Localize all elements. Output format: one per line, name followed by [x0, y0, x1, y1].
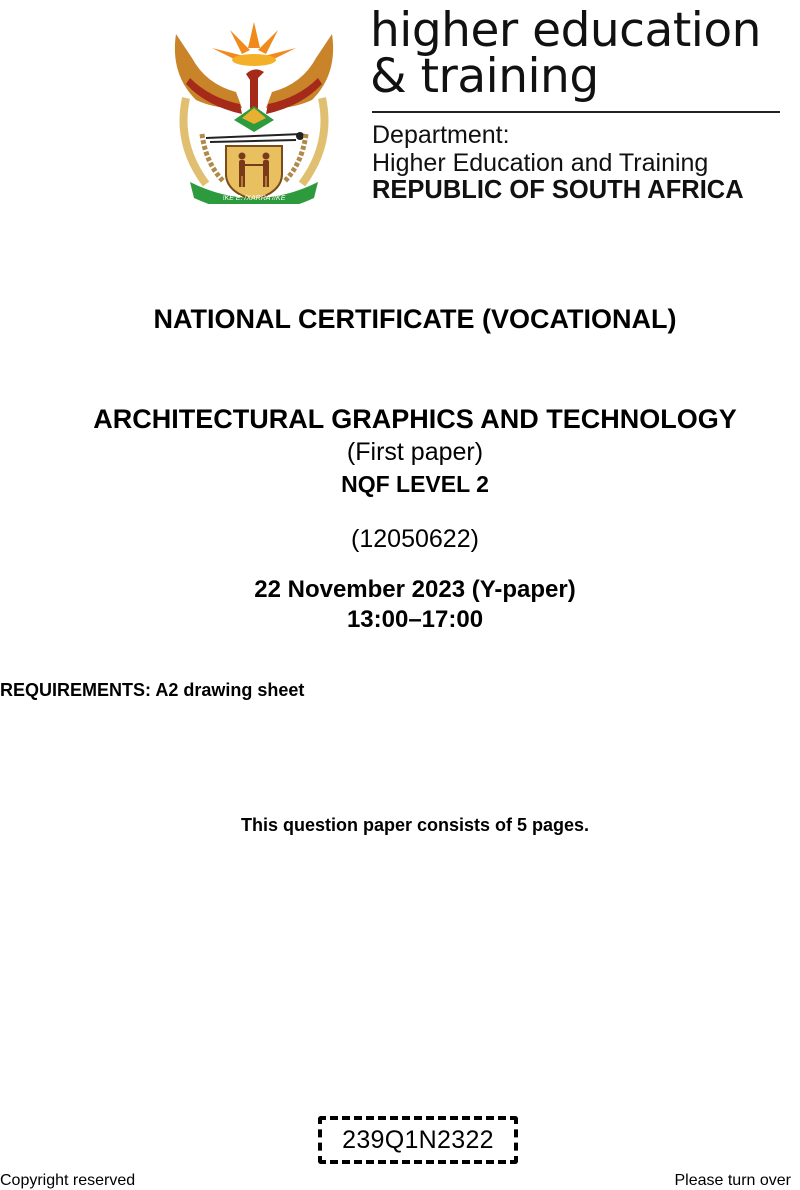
svg-text:!KE E: /XARRA //KE: !KE E: /XARRA //KE [222, 195, 286, 202]
paper-code: 239Q1N2322 [342, 1125, 494, 1154]
brand-wordmark [370, 3, 761, 104]
requirements: REQUIREMENTS: A2 drawing sheet [0, 680, 305, 700]
footer-turn-over: Please turn over [674, 1172, 791, 1189]
brand-divider [372, 111, 780, 113]
exam-time: 13:00–17:00 [346, 606, 484, 633]
department-label: Department: [372, 121, 510, 149]
department-name: Higher Education and Training [372, 149, 709, 177]
certificate-title: NATIONAL CERTIFICATE (VOCATIONAL) [153, 304, 677, 334]
brand-line-2: & training [370, 49, 599, 104]
subject-code: (12050622) [351, 525, 479, 553]
brand-line-1: higher education [370, 3, 761, 58]
nqf-level: NQF LEVEL 2 [341, 471, 489, 497]
page-count-note: This question paper consists of 5 pages. [240, 815, 590, 835]
coat-of-arms-icon [166, 14, 342, 204]
paper-label: (First paper) [346, 438, 484, 466]
footer-copyright: Copyright reserved [0, 1172, 136, 1189]
subject-title: ARCHITECTURAL GRAPHICS AND TECHNOLOGY [93, 404, 737, 434]
paper-code-box [318, 1116, 518, 1164]
country-name: REPUBLIC OF SOUTH AFRICA [372, 176, 744, 204]
exam-date: 22 November 2023 (Y-paper) [254, 576, 576, 603]
